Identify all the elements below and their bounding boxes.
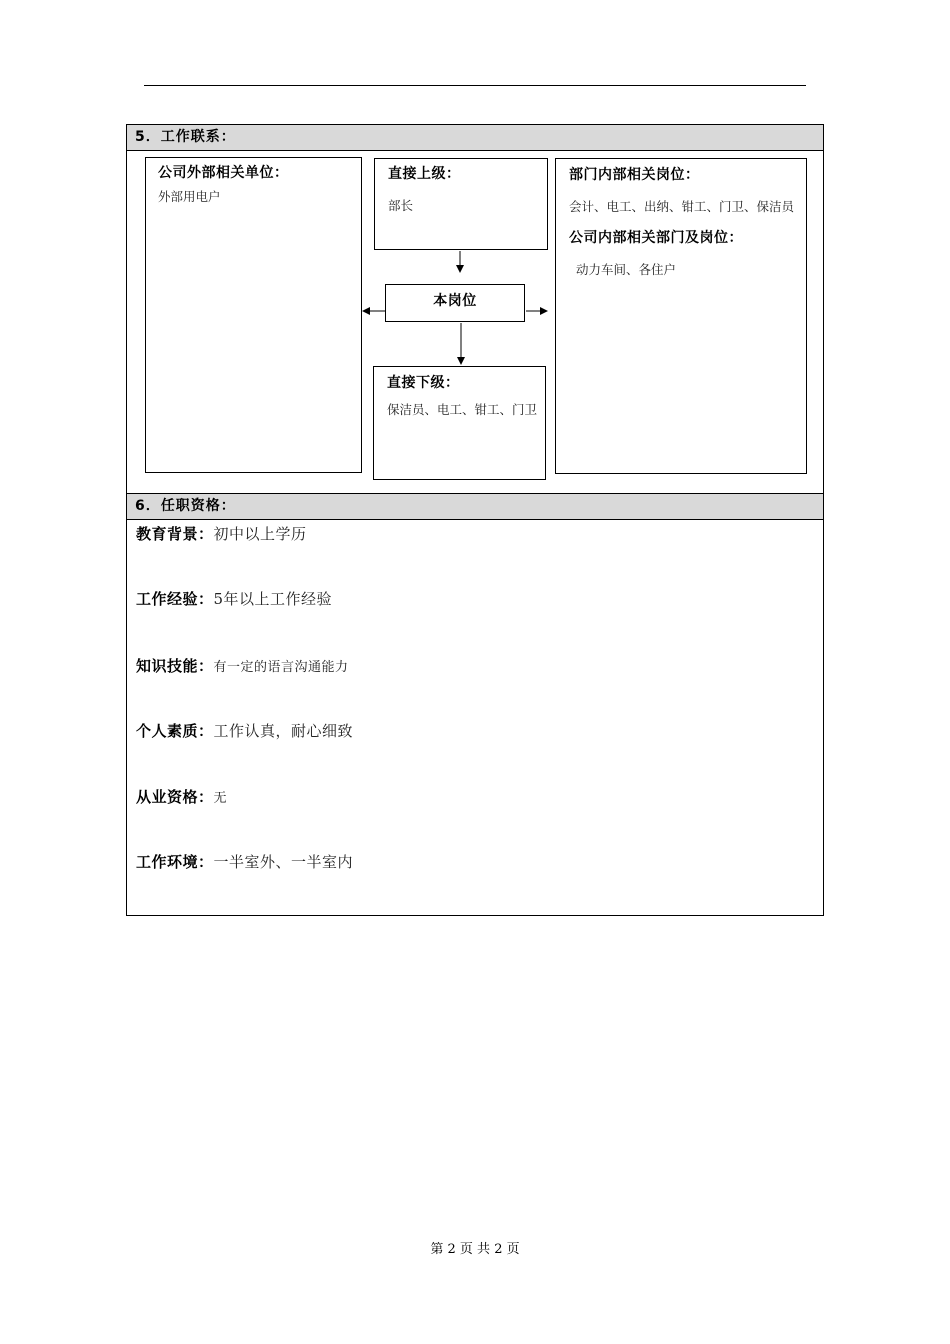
qualification-value: 初中以上学历 <box>213 525 307 543</box>
qualification-value: 一半室外、一半室内 <box>213 853 354 871</box>
direct-subordinate-title: 直接下级： <box>387 375 460 391</box>
qualification-value: 无 <box>213 791 228 806</box>
internal-positions-box <box>555 158 807 474</box>
qualification-label: 个人素质： <box>136 722 214 740</box>
qualification-label: 知识技能： <box>136 657 214 675</box>
company-internal-text: 动力车间、各住户 <box>576 262 677 277</box>
section-6-header: 6．任职资格： <box>127 493 823 520</box>
qualification-skills <box>136 655 816 676</box>
direct-superior-text: 部长 <box>388 198 414 213</box>
section-5-header: 5．工作联系： <box>127 125 823 151</box>
qualification-experience <box>136 588 816 609</box>
qualification-value: 工作认真，耐心细致 <box>213 722 354 740</box>
page-number: 第 2 页 共 2 页 <box>430 1242 520 1257</box>
direct-superior-box <box>374 158 548 250</box>
direct-superior-title: 直接上级： <box>388 166 461 182</box>
current-position-box <box>385 284 525 322</box>
job-description-table <box>126 124 824 916</box>
external-units-title: 公司外部相关单位： <box>158 165 289 181</box>
qualification-value: 有一定的语言沟通能力 <box>213 660 349 675</box>
qualification-value: 5年以上工作经验 <box>213 590 333 608</box>
qualification-certification <box>136 786 816 807</box>
qualification-label: 工作环境： <box>136 853 214 871</box>
current-position-title: 本岗位 <box>433 293 477 309</box>
qualification-label: 教育背景： <box>136 525 214 543</box>
qualification-label: 从业资格： <box>136 788 214 806</box>
company-internal-title: 公司内部相关部门及岗位： <box>569 230 743 246</box>
dept-internal-text: 会计、电工、出纳、钳工、门卫、保洁员 <box>569 199 795 214</box>
external-units-box <box>145 157 362 473</box>
direct-subordinate-text: 保洁员、电工、钳工、门卫 <box>387 402 538 417</box>
qualification-education <box>136 523 816 544</box>
header-rule <box>144 85 806 86</box>
direct-subordinate-box <box>373 366 546 480</box>
qualification-personal <box>136 720 816 741</box>
external-units-text: 外部用电户 <box>158 189 221 204</box>
qualification-environment <box>136 851 816 872</box>
qualification-label: 工作经验： <box>136 590 214 608</box>
dept-internal-title: 部门内部相关岗位： <box>569 167 700 183</box>
